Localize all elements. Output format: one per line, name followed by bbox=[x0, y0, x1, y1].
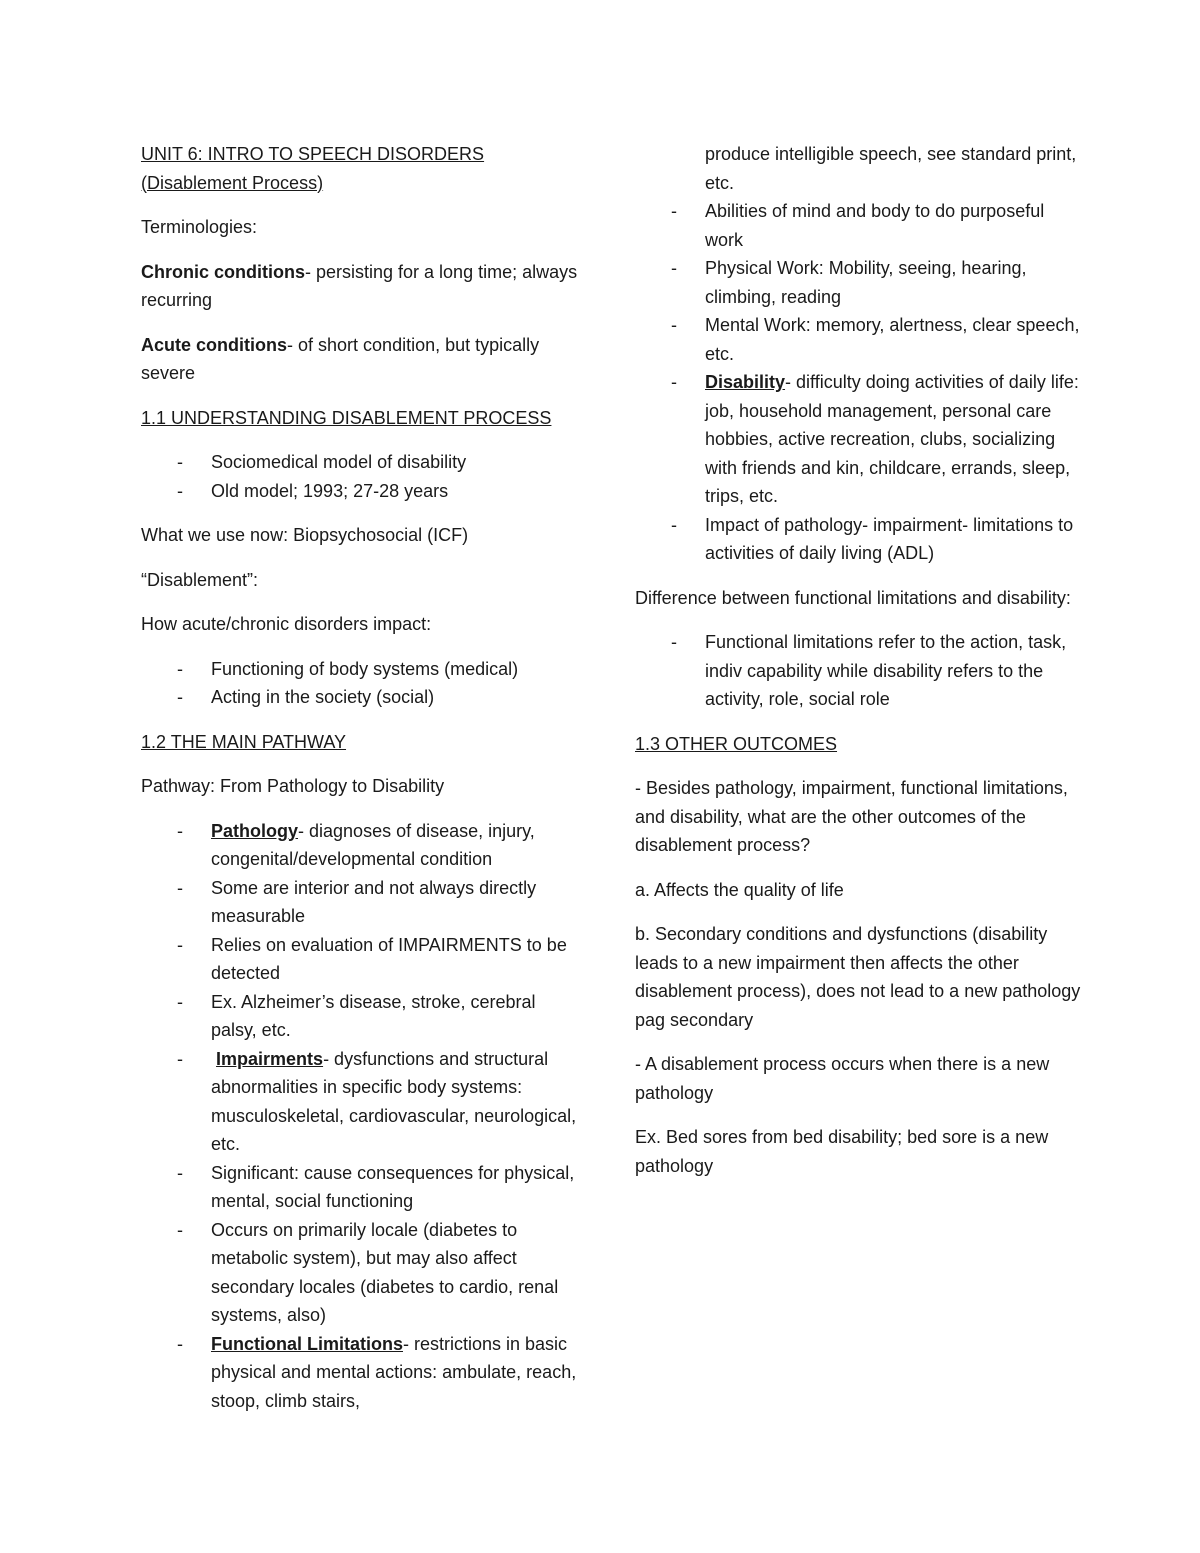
left-column bbox=[141, 140, 581, 1431]
functional-limitations-term: Functional Limitations bbox=[211, 1333, 403, 1354]
list-item: - Mental Work: memory, alertness, clear speech, etc. bbox=[635, 311, 1085, 368]
list-item: - Significant: cause consequences for physical, mental, social functioning bbox=[141, 1159, 581, 1216]
occurs-paragraph: - A disablement process occurs when there is a new pathology bbox=[635, 1054, 1050, 1103]
functional-limitations-continued: produce intelligible speech, see standard print, etc. bbox=[705, 144, 1077, 193]
outcome-a: a. Affects the quality of life bbox=[635, 879, 844, 900]
functional-limitations-item: - Functional Limitations- restrictions in basic physical and mental actions: ambulate, reach, stoop, climb stairs, bbox=[141, 1330, 581, 1416]
impairments-term: Impairments bbox=[216, 1048, 324, 1069]
list-item: - Sociomedical model of disability bbox=[141, 448, 581, 477]
pathway-list bbox=[141, 817, 581, 1416]
chronic-definition: Chronic conditions- persisting for a long time; always recurring bbox=[141, 261, 578, 310]
list-item: - Relies on evaluation of IMPAIRMENTS to be detected bbox=[141, 931, 581, 988]
list-item: - Physical Work: Mobility, seeing, hearing, climbing, reading bbox=[635, 254, 1085, 311]
continued-list bbox=[635, 140, 1085, 568]
pathology-term: Pathology bbox=[211, 820, 299, 841]
impairments-item: - Impairments- dysfunctions and structural abnormalities in specific body systems: musculoskeletal, cardiovascular, neurological, etc. bbox=[141, 1045, 581, 1159]
list-item: - Functional limitations refer to the action, task, indiv capability while disability refers to the activity, role, social role bbox=[635, 628, 1085, 714]
pathology-item: - Pathology- diagnoses of disease, injury, congenital/developmental condition bbox=[141, 817, 581, 874]
impact-list bbox=[141, 655, 581, 712]
document-title: UNIT 6: INTRO TO SPEECH DISORDERS bbox=[141, 144, 485, 164]
section-1-2-heading: 1.2 THE MAIN PATHWAY bbox=[141, 731, 347, 752]
list-item: - Some are interior and not always directly measurable bbox=[141, 874, 581, 931]
model-in-use: What we use now: Biopsychosocial (ICF) bbox=[141, 525, 469, 545]
list-item: - Old model; 1993; 27-28 years bbox=[141, 477, 581, 506]
terminologies-label: Terminologies: bbox=[141, 217, 258, 237]
document-subtitle: (Disablement Process) bbox=[141, 172, 324, 193]
pathway-line: Pathway: From Pathology to Disability bbox=[141, 776, 445, 796]
difference-list bbox=[635, 628, 1085, 714]
chronic-term: Chronic conditions bbox=[141, 261, 305, 282]
list-item: - Functioning of body systems (medical) bbox=[141, 655, 581, 684]
list-item: - Ex. Alzheimer’s disease, stroke, cerebral palsy, etc. bbox=[141, 988, 581, 1045]
acute-definition: Acute conditions- of short condition, but typically severe bbox=[141, 334, 540, 383]
example-paragraph: Ex. Bed sores from bed disability; bed sore is a new pathology bbox=[635, 1127, 1049, 1176]
disability-term: Disability bbox=[705, 372, 786, 392]
list-item: - Impact of pathology- impairment- limitations to activities of daily living (ADL) bbox=[635, 511, 1085, 568]
difference-question: Difference between functional limitations and disability: bbox=[635, 587, 1071, 608]
disability-item: - Disability- difficulty doing activities of daily life: job, household management, personal care hobbies, active recreation, clubs, socializing with friends and kin, childcare, errands, sleep, trips, etc. bbox=[635, 368, 1085, 511]
section-1-1-heading: 1.1 UNDERSTANDING DISABLEMENT PROCESS bbox=[141, 407, 552, 428]
section-1-1-list bbox=[141, 448, 581, 505]
section-1-3-heading: 1.3 OTHER OUTCOMES bbox=[635, 733, 838, 754]
list-item: - Abilities of mind and body to do purposeful work bbox=[635, 197, 1085, 254]
list-item: - Acting in the society (social) bbox=[141, 683, 581, 712]
disablement-label: “Disablement”: bbox=[141, 569, 259, 590]
outcome-b: b. Secondary conditions and dysfunctions (disability leads to a new impairment then affects the other disablement process), does not lead to a new pathology pag secondary bbox=[635, 924, 1081, 1030]
acute-term: Acute conditions bbox=[141, 334, 288, 355]
impact-intro: How acute/chronic disorders impact: bbox=[141, 614, 432, 634]
list-item: - Occurs on primarily locale (diabetes to metabolic system), but may also affect secondary locales (diabetes to cardio, renal systems, also) bbox=[141, 1216, 581, 1330]
right-column bbox=[635, 140, 1085, 1196]
besides-paragraph: - Besides pathology, impairment, functional limitations, and disability, what are the other outcomes of the disablement process? bbox=[635, 778, 1068, 855]
